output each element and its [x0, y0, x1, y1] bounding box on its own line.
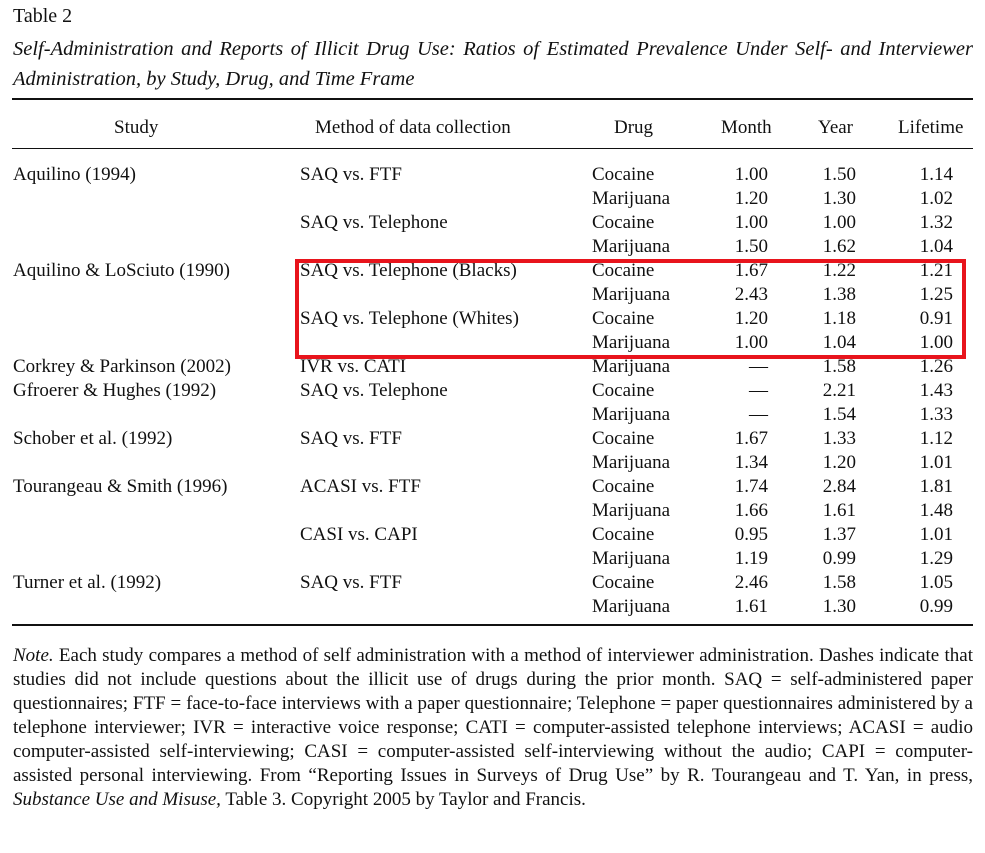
cell-drug: Cocaine	[592, 164, 655, 185]
cell-lifetime: 0.99	[919, 596, 953, 617]
cell-month: 2.43	[734, 284, 768, 305]
cell-study: Aquilino (1994)	[13, 164, 136, 185]
cell-study: Aquilino & LoSciuto (1990)	[13, 260, 230, 281]
cell-method: ACASI vs. FTF	[300, 476, 421, 497]
cell-drug: Cocaine	[592, 572, 655, 593]
table-body	[0, 163, 985, 619]
cell-lifetime: 1.14	[919, 164, 953, 185]
cell-month: 1.19	[734, 548, 768, 569]
cell-drug: Marijuana	[592, 284, 671, 305]
cell-lifetime: 1.00	[919, 332, 953, 353]
cell-month: 1.61	[734, 596, 768, 617]
table-row	[0, 595, 985, 619]
note-text: Each study compares a method of self administration with a method of interviewer administration. Dashes indicate that studies did not include questions about the illicit use of drugs during the prior month. SAQ = self-administered paper questionnaires; FTF = face-to-face interviews with a paper questionnaire; Telephone = paper questionnaires administered by a telephone interviewer; IVR = interactive voice response; CATI = computer-assisted telephone interviews; ACASI = audio computer-assisted self-interviewing; CASI = computer-assisted self-interviewing without the audio; CAPI = computer-assisted personal interviewing. From “Reporting Issues in Surveys of Drug Use” by R. Tourangeau and T. Yan, in press,	[13, 645, 973, 786]
cell-lifetime: 1.01	[919, 524, 953, 545]
cell-month: —	[749, 380, 768, 401]
table-row	[0, 571, 985, 595]
cell-month: 1.67	[734, 428, 768, 449]
table-row	[0, 259, 985, 283]
cell-lifetime: 1.32	[919, 212, 953, 233]
table-caption: Self-Administration and Reports of Illicit Drug Use: Ratios of Estimated Prevalence Under Self- and Interviewer Administration, by Study, Drug, and Time Frame	[13, 38, 973, 90]
table-row	[0, 403, 985, 427]
cell-lifetime: 1.12	[919, 428, 953, 449]
table-row	[0, 211, 985, 235]
cell-year: 1.33	[822, 428, 856, 449]
cell-study: Tourangeau & Smith (1996)	[13, 476, 228, 497]
cell-year: 1.58	[822, 356, 856, 377]
cell-month: 1.00	[734, 212, 768, 233]
cell-study: Turner et al. (1992)	[13, 572, 162, 593]
cell-method: IVR vs. CATI	[300, 356, 407, 377]
table-row	[0, 355, 985, 379]
cell-lifetime: 1.81	[919, 476, 953, 497]
cell-month: 1.66	[734, 500, 768, 521]
cell-method: SAQ vs. Telephone (Whites)	[300, 308, 519, 329]
header-year: Year	[818, 117, 854, 138]
cell-drug: Cocaine	[592, 428, 655, 449]
cell-month: 1.20	[734, 308, 768, 329]
cell-year: 1.50	[822, 164, 856, 185]
cell-drug: Marijuana	[592, 404, 671, 425]
note-journal: Substance Use and Misuse,	[13, 789, 221, 810]
cell-lifetime: 1.21	[919, 260, 953, 281]
cell-method: CASI vs. CAPI	[300, 524, 418, 545]
cell-study: Gfroerer & Hughes (1992)	[13, 380, 217, 401]
cell-year: 1.20	[822, 452, 856, 473]
table-row	[0, 187, 985, 211]
cell-lifetime: 1.25	[919, 284, 953, 305]
cell-month: 1.00	[734, 332, 768, 353]
cell-lifetime: 0.91	[919, 308, 953, 329]
bottom-rule	[12, 624, 973, 626]
table-note	[13, 644, 973, 812]
cell-drug: Cocaine	[592, 476, 655, 497]
table-row	[0, 307, 985, 331]
cell-month: 1.67	[734, 260, 768, 281]
table-row	[0, 283, 985, 307]
cell-year: 1.00	[822, 212, 856, 233]
cell-month: 1.74	[734, 476, 768, 497]
cell-lifetime: 1.01	[919, 452, 953, 473]
cell-drug: Cocaine	[592, 260, 655, 281]
cell-lifetime: 1.05	[919, 572, 953, 593]
cell-method: SAQ vs. Telephone	[300, 380, 448, 401]
cell-study: Corkrey & Parkinson (2002)	[13, 356, 231, 377]
cell-lifetime: 1.04	[919, 236, 953, 257]
cell-lifetime: 1.26	[919, 356, 953, 377]
cell-year: 1.58	[822, 572, 856, 593]
cell-year: 1.22	[822, 260, 856, 281]
cell-drug: Marijuana	[592, 236, 671, 257]
cell-month: 1.34	[734, 452, 768, 473]
cell-month: 0.95	[734, 524, 768, 545]
cell-year: 1.04	[822, 332, 856, 353]
cell-drug: Marijuana	[592, 452, 671, 473]
cell-year: 1.37	[822, 524, 856, 545]
cell-method: SAQ vs. FTF	[300, 164, 402, 185]
cell-drug: Cocaine	[592, 212, 655, 233]
cell-drug: Marijuana	[592, 596, 671, 617]
table-row	[0, 451, 985, 475]
top-rule	[12, 98, 973, 100]
cell-year: 1.62	[822, 236, 856, 257]
cell-drug: Cocaine	[592, 524, 655, 545]
cell-drug: Marijuana	[592, 500, 671, 521]
table-row	[0, 475, 985, 499]
cell-month: —	[749, 404, 768, 425]
cell-month: 1.50	[734, 236, 768, 257]
cell-month: 1.00	[734, 164, 768, 185]
cell-drug: Marijuana	[592, 548, 671, 569]
table-row	[0, 379, 985, 403]
table-row	[0, 163, 985, 187]
cell-study: Schober et al. (1992)	[13, 428, 173, 449]
cell-year: 1.18	[822, 308, 856, 329]
table-row	[0, 499, 985, 523]
header-rule	[12, 148, 973, 149]
cell-year: 1.30	[822, 188, 856, 209]
cell-lifetime: 1.48	[919, 500, 953, 521]
cell-method: SAQ vs. Telephone	[300, 212, 448, 233]
cell-drug: Marijuana	[592, 188, 671, 209]
cell-method: SAQ vs. FTF	[300, 428, 402, 449]
cell-year: 1.30	[822, 596, 856, 617]
cell-method: SAQ vs. FTF	[300, 572, 402, 593]
cell-year: 1.54	[822, 404, 856, 425]
table-row	[0, 235, 985, 259]
cell-lifetime: 1.43	[919, 380, 953, 401]
note-text-end: Table 3. Copyright 2005 by Taylor and Francis.	[225, 789, 586, 810]
header-month: Month	[721, 117, 772, 138]
note-label: Note.	[13, 645, 54, 666]
cell-year: 1.38	[822, 284, 856, 305]
cell-drug: Cocaine	[592, 308, 655, 329]
header-method: Method of data collection	[315, 117, 511, 138]
cell-month: 2.46	[734, 572, 768, 593]
header-lifetime: Lifetime	[898, 117, 964, 138]
cell-year: 2.84	[822, 476, 856, 497]
cell-drug: Cocaine	[592, 380, 655, 401]
table-label: Table 2	[13, 5, 73, 27]
header-drug: Drug	[614, 117, 654, 138]
cell-month: 1.20	[734, 188, 768, 209]
cell-year: 1.61	[822, 500, 856, 521]
cell-year: 0.99	[822, 548, 856, 569]
cell-month: —	[749, 356, 768, 377]
table-row	[0, 523, 985, 547]
cell-year: 2.21	[822, 380, 856, 401]
cell-drug: Marijuana	[592, 332, 671, 353]
table-row	[0, 547, 985, 571]
cell-drug: Marijuana	[592, 356, 671, 377]
cell-lifetime: 1.33	[919, 404, 953, 425]
table-row	[0, 331, 985, 355]
cell-method: SAQ vs. Telephone (Blacks)	[300, 260, 517, 281]
cell-lifetime: 1.02	[919, 188, 953, 209]
cell-lifetime: 1.29	[919, 548, 953, 569]
table-row	[0, 427, 985, 451]
header-study: Study	[114, 117, 159, 138]
